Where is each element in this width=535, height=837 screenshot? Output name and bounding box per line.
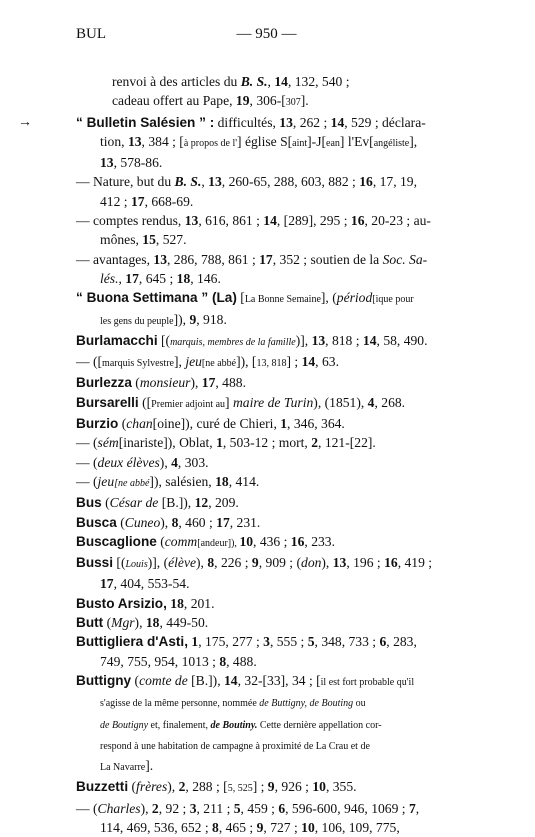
index-text-run: , bbox=[201, 174, 209, 190]
index-text-run: ), (1851), bbox=[313, 394, 368, 410]
index-text-run: ), bbox=[134, 615, 146, 631]
index-text-run: 3 bbox=[263, 634, 270, 650]
index-text-run: 16 bbox=[359, 174, 373, 190]
index-text-run: ( bbox=[128, 779, 137, 795]
index-text-run: ] ; bbox=[252, 779, 268, 795]
index-text-run: 8 bbox=[207, 555, 215, 571]
index-text-run: — ( bbox=[76, 435, 98, 451]
index-text-run: ], ( bbox=[320, 290, 337, 306]
index-text-run: 17 bbox=[216, 514, 230, 530]
index-entry-burlamacchi bbox=[76, 331, 463, 352]
index-text-run: ean bbox=[326, 137, 340, 149]
index-text-run: Cuneo bbox=[124, 514, 161, 530]
index-text-run: ( bbox=[103, 615, 112, 631]
index-text-run: 412 ; bbox=[100, 193, 131, 209]
index-text-run: 17 bbox=[125, 270, 139, 286]
index-text-run: — Nature, but du bbox=[76, 174, 175, 190]
index-text-run: ), bbox=[321, 555, 333, 571]
index-text-run: comm bbox=[164, 533, 198, 549]
index-text-run: , 32-[33], 34 ; [ bbox=[237, 672, 321, 688]
index-text-run: ]-J[ bbox=[307, 133, 327, 149]
index-text-run: , 146. bbox=[190, 270, 221, 286]
index-text-run: , 818 bbox=[266, 358, 287, 370]
index-text-run: , 525 bbox=[232, 783, 253, 795]
index-text-run: )], ( bbox=[147, 555, 169, 571]
index-subentry bbox=[76, 433, 463, 452]
index-text-run: , 17, 19, bbox=[372, 174, 417, 190]
index-text-run: 18 bbox=[215, 473, 229, 489]
index-subentry bbox=[76, 250, 463, 289]
index-text-run: B. S. bbox=[174, 174, 202, 190]
index-entry-butt bbox=[76, 613, 463, 632]
index-text-run: , 488. bbox=[215, 375, 246, 391]
index-text-run: , 414. bbox=[228, 473, 260, 489]
index-text-run: , 926 ; bbox=[274, 779, 313, 795]
index-text-run: 6 bbox=[379, 634, 387, 650]
index-text-run: 8 bbox=[212, 819, 219, 835]
index-text-run: [( bbox=[157, 332, 171, 348]
index-text-run: [( bbox=[113, 555, 126, 571]
index-entry-busto-arsizio bbox=[76, 594, 463, 613]
index-text-run: , bbox=[415, 800, 420, 816]
index-text-run: marquis Sylvestre bbox=[102, 358, 174, 370]
index-text-run: , 231. bbox=[229, 514, 261, 530]
index-text-run: , 175, 277 ; bbox=[198, 634, 264, 650]
entry-heading: Bus bbox=[76, 495, 102, 511]
index-text-run: , 909 ; ( bbox=[258, 555, 302, 571]
index-text-run: 8 bbox=[219, 653, 227, 669]
index-entry-buttigny bbox=[76, 671, 463, 777]
index-text-run: Mgr bbox=[111, 615, 135, 631]
index-entry-buttigliera-dasti bbox=[76, 632, 463, 671]
index-text-run: , 268. bbox=[374, 394, 406, 410]
index-text-run: , 555 ; bbox=[269, 634, 308, 650]
index-text-run: 10 bbox=[239, 533, 254, 549]
index-text-run: chan bbox=[126, 416, 153, 432]
index-text-run: — ( bbox=[76, 454, 98, 470]
index-text-run: 307 bbox=[285, 97, 301, 109]
index-text-run: , 488. bbox=[226, 653, 257, 669]
index-text-run: , 286, 788, 861 ; bbox=[166, 251, 260, 267]
index-text-run: , 818 ; bbox=[325, 332, 363, 348]
entry-heading: Butt bbox=[76, 615, 104, 631]
index-text-run: monsieur bbox=[139, 375, 191, 391]
page-number: — 950 — bbox=[236, 26, 297, 42]
index-text-run: ] église S[ bbox=[237, 133, 293, 149]
index-line bbox=[76, 72, 463, 91]
index-text-run: , 578-86. bbox=[113, 155, 163, 171]
index-text-run: , 306-[ bbox=[249, 93, 286, 109]
index-text-run: , 303. bbox=[177, 454, 209, 470]
index-text-run: 13 bbox=[184, 213, 199, 229]
index-text-run: 1 bbox=[191, 634, 199, 650]
index-text-run: , 465 ; bbox=[218, 819, 257, 835]
index-entry-buona-settimana bbox=[76, 288, 463, 331]
index-text-run: ( bbox=[101, 495, 110, 511]
index-text-run: ), bbox=[196, 555, 208, 571]
index-text-run: 1 bbox=[216, 435, 223, 451]
index-text-run: 10 bbox=[301, 819, 315, 835]
index-text-run: , 529 ; déclara- bbox=[344, 114, 426, 130]
index-text-run: 10 bbox=[312, 779, 326, 795]
index-text-run: les gens du peuple bbox=[100, 315, 174, 327]
index-text-run: 9 bbox=[256, 819, 264, 835]
index-text-run: César de bbox=[109, 495, 159, 511]
index-text-run: Charles bbox=[97, 800, 141, 816]
index-text-run: ] bbox=[225, 394, 233, 410]
index-text-run: 13 bbox=[100, 155, 114, 171]
index-text-run: , 527. bbox=[155, 232, 187, 248]
index-text-run: jeu bbox=[97, 473, 115, 489]
index-text-run: ]), bbox=[173, 311, 190, 327]
index-text-run: , 262 ; bbox=[292, 114, 331, 130]
index-text-run: 13 bbox=[153, 251, 167, 267]
index-text-run: , 727 ; bbox=[263, 819, 302, 835]
index-text-run: , 918. bbox=[196, 311, 227, 327]
index-text-run: , 459 ; bbox=[240, 800, 279, 816]
index-text-run: aint bbox=[292, 137, 308, 149]
index-entry-busca bbox=[76, 513, 463, 532]
index-entry-burzio bbox=[76, 414, 463, 433]
index-text-run: ]), salésien, bbox=[149, 473, 216, 489]
index-text-run: don bbox=[301, 555, 322, 571]
index-text-run: , 106, 109, 775, bbox=[314, 819, 400, 835]
index-text-run: [oine]), curé de Chieri, bbox=[152, 416, 281, 432]
index-text-run: il est fort probable qu'il bbox=[320, 676, 415, 688]
index-text-run: , 404, 553-54. bbox=[113, 576, 190, 592]
entry-heading: Busca bbox=[76, 514, 117, 530]
entry-heading: Bussi bbox=[76, 555, 114, 571]
index-text-run: élève bbox=[168, 555, 197, 571]
index-text-run: , 419 ; bbox=[397, 555, 433, 571]
index-text-run: de Boutiny. bbox=[210, 719, 258, 731]
index-entry-bursarelli bbox=[76, 393, 463, 414]
index-text-run: ], bbox=[173, 354, 186, 370]
index-text-run: [andeur]), bbox=[197, 537, 240, 549]
entry-heading: Burlamacchi bbox=[76, 332, 158, 348]
index-text-run: , 352 ; soutien de la bbox=[272, 251, 383, 267]
index-text-run: , 260-65, 288, 603, 882 ; bbox=[221, 174, 360, 190]
index-text-run: , 92 ; bbox=[158, 800, 190, 816]
index-entry-burlezza bbox=[76, 373, 463, 392]
index-text-run: 18 bbox=[176, 270, 191, 286]
index-subentry bbox=[76, 472, 463, 493]
index-text-run: 13 bbox=[256, 358, 267, 370]
index-text-run: 9 bbox=[251, 555, 259, 571]
index-text-run: 4 bbox=[171, 454, 178, 470]
index-text-run: 5 bbox=[233, 800, 241, 816]
index-text-run: , 20-23 ; au- bbox=[364, 213, 431, 229]
index-text-run: 2 bbox=[178, 779, 186, 795]
index-text-run: — avantages, bbox=[76, 251, 154, 267]
index-text-run: 17 bbox=[201, 375, 216, 391]
index-text-run: 13 bbox=[279, 114, 293, 130]
index-text-run: maire de Turin bbox=[232, 394, 314, 410]
index-text-run: renvoi à des articles du bbox=[112, 74, 241, 89]
index-text-run: , [289], 295 ; bbox=[276, 213, 351, 229]
index-text-run: 749, 755, 954, 1013 ; bbox=[100, 653, 220, 669]
index-entry-buzzetti bbox=[76, 777, 463, 798]
index-text-run: 17 bbox=[130, 193, 145, 209]
entry-heading: “ Bulletin Salésien ” : bbox=[76, 114, 215, 130]
index-text-run: ( bbox=[131, 375, 140, 391]
index-text-run: 13 bbox=[208, 174, 222, 190]
index-text-run: 114, 469, 536, 652 ; bbox=[100, 819, 213, 835]
entry-heading: Burlezza bbox=[76, 375, 132, 391]
index-text-run: tion, bbox=[100, 133, 128, 149]
index-text-run: 14 bbox=[301, 354, 316, 370]
index-text-run: 13 bbox=[311, 332, 326, 348]
index-text-run: 14 bbox=[224, 672, 238, 688]
index-text-run: frères bbox=[136, 779, 168, 795]
index-text-run: Louis bbox=[125, 559, 148, 571]
index-text-run: et, finalement, bbox=[148, 719, 211, 731]
index-text-run: , 283, bbox=[386, 634, 417, 650]
index-text-run: — ( bbox=[76, 473, 98, 489]
entry-heading: Buttigny bbox=[76, 672, 132, 688]
index-text-run: 16 bbox=[384, 555, 398, 571]
index-text-run: ([ bbox=[138, 394, 152, 410]
index-text-run: ]. bbox=[300, 93, 309, 109]
entry-heading: Buttigliera d'Asti, bbox=[76, 634, 188, 650]
index-text-run: , 460 ; bbox=[178, 514, 217, 530]
index-text-run: ]. bbox=[145, 758, 154, 774]
index-text-run: , 211 ; bbox=[196, 800, 234, 816]
index-text-run: ]), [ bbox=[236, 354, 257, 370]
index-text-run: , 384 ; [ bbox=[141, 133, 184, 149]
index-text-run: , 503-12 ; mort, bbox=[222, 435, 312, 451]
index-text-run: périod bbox=[336, 290, 373, 306]
index-text-run: 13 bbox=[127, 133, 142, 149]
index-text-run: , 616, 861 ; bbox=[198, 213, 264, 229]
index-text-run: , 132, 540 ; bbox=[287, 74, 350, 89]
index-entry-bus bbox=[76, 493, 463, 512]
index-text-run: jeu bbox=[185, 354, 202, 370]
index-text-run: , 436 ; bbox=[253, 533, 291, 549]
index-text-run: )], bbox=[295, 332, 312, 348]
entry-heading: Busto Arsizio, bbox=[76, 595, 167, 611]
index-text-run: 14 bbox=[330, 114, 345, 130]
index-text-run: , 63. bbox=[315, 354, 339, 370]
index-text-run: sém bbox=[97, 435, 119, 451]
index-text-run: 8 bbox=[171, 514, 179, 530]
index-text-run: , 209. bbox=[208, 495, 239, 511]
index-entry-bulletin-salesien: → “ Bulletin Salésien ” : difficultés, 13, 262 ; 14, 529 ; déclara- tion, 13, 384 ; [à propos de l'] église S[aint]-J[ean] l'Ev[angéliste], 13, 578-86. bbox=[18, 114, 426, 171]
index-text-run: ( bbox=[131, 672, 140, 688]
index-text-run: , 233. bbox=[304, 533, 335, 549]
index-text-run: de Buttigny, de Bouting bbox=[259, 698, 354, 710]
index-text-run: 18 bbox=[145, 615, 160, 631]
index-text-run: Soc. Sa- bbox=[382, 251, 428, 267]
entry-heading: Buscaglione bbox=[76, 533, 157, 549]
index-text-run: , 58, 490. bbox=[376, 332, 428, 348]
running-header bbox=[76, 24, 457, 44]
index-text-run: 17 bbox=[100, 576, 114, 592]
index-subentry bbox=[76, 799, 463, 837]
index-text-run: [B.]), bbox=[158, 495, 195, 511]
index-text-run: ), bbox=[160, 514, 172, 530]
entry-heading: “ Buona Settimana ” (La) bbox=[76, 290, 237, 306]
index-text-run: 16 bbox=[290, 533, 305, 549]
index-text-run: La Bonne Semaine bbox=[244, 294, 321, 306]
index-text-run: [ne abbé bbox=[201, 358, 237, 370]
index-text-run: mônes, bbox=[100, 232, 143, 248]
index-text-run: 14 bbox=[362, 332, 377, 348]
index-subentry bbox=[76, 211, 463, 250]
index-text-run: ), bbox=[159, 454, 172, 470]
entry-heading: Bursarelli bbox=[76, 394, 139, 410]
index-text-run: Cette dernière appellation cor- bbox=[257, 719, 382, 731]
entry-heading: Burzio bbox=[76, 416, 119, 432]
index-text-run: ), bbox=[167, 779, 179, 795]
index-text-run: ou bbox=[353, 698, 366, 710]
index-text-run: deux élèves bbox=[97, 454, 160, 470]
index-text-run: 9 bbox=[267, 779, 275, 795]
index-text-run: , 449-50. bbox=[159, 615, 209, 631]
header-letters: BUL bbox=[76, 26, 106, 42]
index-text-run: ), bbox=[140, 800, 152, 816]
index-text-run: 2 bbox=[311, 435, 319, 451]
index-text-run: [B.]), bbox=[187, 672, 224, 688]
index-line bbox=[76, 91, 463, 112]
index-text-run: 17 bbox=[259, 251, 273, 267]
index-text-run: , 201. bbox=[183, 595, 215, 611]
index-text-run: comte de bbox=[139, 672, 188, 688]
index-text-run: , bbox=[267, 74, 275, 89]
index-text-run: , 121-[22]. bbox=[318, 435, 376, 451]
index-text-run: ], bbox=[409, 133, 418, 149]
index-subentry bbox=[76, 352, 463, 373]
index-text-run: 3 bbox=[189, 800, 197, 816]
index-text-run: [ique pour bbox=[372, 294, 414, 306]
index-text-run: [inariste]), Oblat, bbox=[118, 435, 217, 451]
index-text-run: cadeau offert au Pape, bbox=[112, 93, 236, 109]
index-text-run: 16 bbox=[350, 213, 365, 229]
index-text-run: 6 bbox=[278, 800, 286, 816]
index-text-run: ] l'Ev[ bbox=[339, 133, 374, 149]
index-text-run: ] ; bbox=[286, 354, 302, 370]
index-text-run: , bbox=[118, 270, 126, 286]
index-text-run: ( bbox=[116, 514, 125, 530]
index-text-run: 4 bbox=[367, 394, 375, 410]
index-text-run: La Navarre bbox=[100, 762, 146, 774]
index-text-run: 2 bbox=[151, 800, 159, 816]
index-text-run: 12 bbox=[194, 495, 209, 511]
index-text-run: , 226 ; bbox=[214, 555, 252, 571]
index-text-run: à propos de l' bbox=[183, 137, 238, 149]
index-text-run: 13 bbox=[332, 555, 347, 571]
index-entry-buscaglione bbox=[76, 532, 463, 553]
index-text-run: lés. bbox=[100, 270, 119, 286]
index-subentry bbox=[76, 172, 463, 211]
index-text-run: angéliste bbox=[373, 137, 410, 149]
index-subentry bbox=[76, 453, 463, 472]
index-text-run: ), bbox=[190, 375, 202, 391]
index-text-run: , 668-69. bbox=[144, 193, 194, 209]
index-text-run: , 288 ; [ bbox=[185, 779, 228, 795]
index-text-run: 5 bbox=[227, 783, 233, 795]
index-text-run: Premier adjoint au bbox=[151, 398, 226, 410]
index-text-run: 14 bbox=[274, 74, 288, 89]
index-text-run: — comptes rendus, bbox=[76, 213, 185, 229]
index-text-run: 1 bbox=[280, 416, 288, 432]
index-text-run: — ( bbox=[76, 800, 98, 816]
index-text-run: s'agisse de la même personne, nommée bbox=[100, 698, 260, 710]
index-text-run: , 196 ; bbox=[346, 555, 385, 571]
index-text-run: 19 bbox=[235, 93, 250, 109]
index-text-run: ( bbox=[156, 533, 165, 549]
index-text-run: 14 bbox=[263, 213, 277, 229]
index-text-run: , 645 ; bbox=[138, 270, 177, 286]
index-text-run: [ bbox=[236, 290, 245, 306]
index-text-run: 5 bbox=[307, 634, 315, 650]
index-text-run: ( bbox=[118, 416, 127, 432]
index-text-run: 15 bbox=[142, 232, 156, 248]
index-text-run: respond à une habitation de campagne à proximité de La Crau et de bbox=[100, 740, 370, 752]
index-text-run: 9 bbox=[189, 311, 197, 327]
index-text-run: B. S. bbox=[240, 74, 268, 89]
index-text-run: [ne abbé bbox=[114, 477, 150, 489]
index-text-run: , 596-600, 946, 1069 ; bbox=[285, 800, 409, 816]
index-body bbox=[18, 72, 463, 837]
index-text-run: difficultés, bbox=[214, 114, 280, 130]
index-text-run: de Boutigny bbox=[100, 719, 149, 731]
index-text-run: — ([ bbox=[76, 354, 103, 370]
index-text-run: , 348, 733 ; bbox=[314, 634, 380, 650]
index-text-run: , 346, 364. bbox=[287, 416, 345, 432]
index-text-run: , 355. bbox=[325, 779, 357, 795]
index-text-run: 18 bbox=[170, 595, 184, 611]
index-entry-bussi bbox=[76, 553, 463, 594]
entry-heading: Buzzetti bbox=[76, 779, 129, 795]
index-text-run: 7 bbox=[408, 800, 416, 816]
index-text-run: marquis, membres de la famille bbox=[170, 336, 296, 348]
